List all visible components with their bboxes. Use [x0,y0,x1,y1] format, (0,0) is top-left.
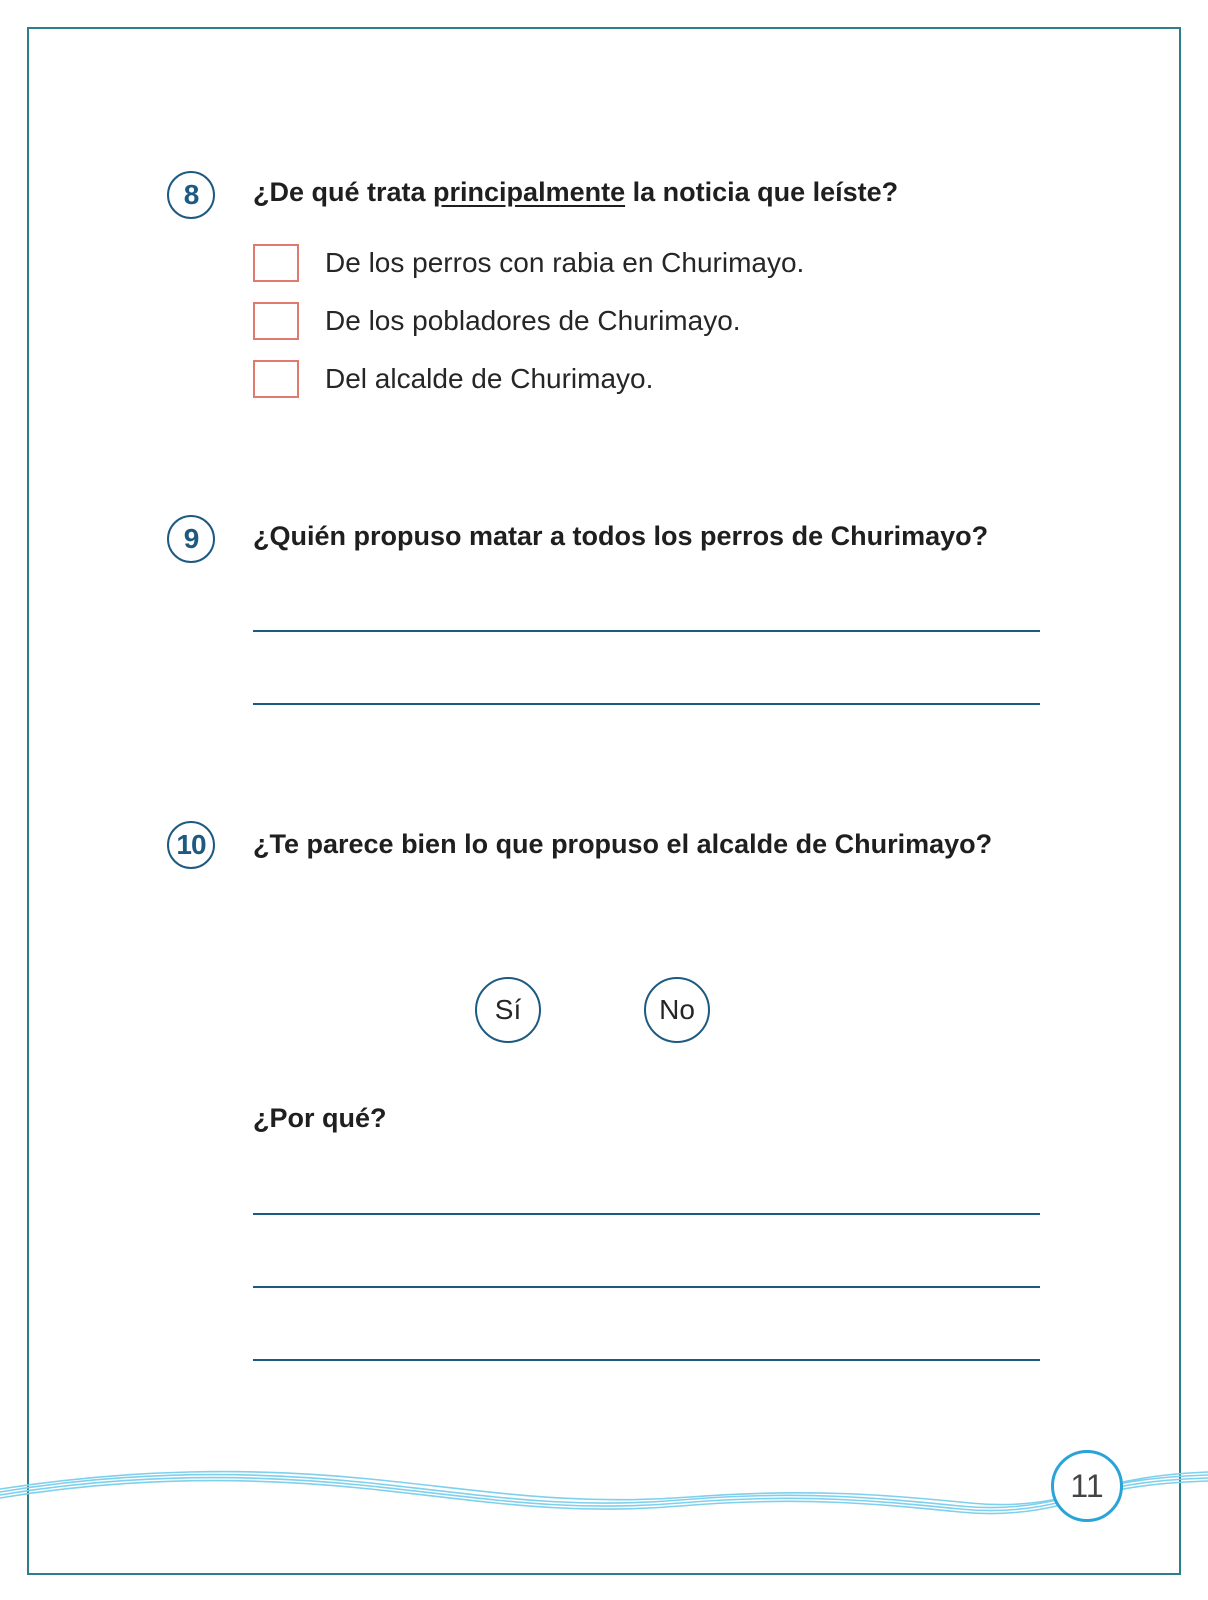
question-10-text: ¿Te parece bien lo que propuso el alcalde de Churimayo? [253,829,993,859]
question-9-number: 9 [167,515,215,563]
option-2-label: De los pobladores de Churimayo. [325,305,741,336]
option-2-checkbox[interactable] [253,302,299,340]
option-1[interactable] [253,243,804,283]
option-1-checkbox[interactable] [253,244,299,282]
question-10-number: 10 [167,821,215,869]
answer-line-why-1[interactable] [253,1213,1040,1215]
option-1-label: De los perros con rabia en Churimayo. [325,247,805,278]
decorative-wave [0,1440,1208,1520]
option-2[interactable] [253,301,741,341]
yes-option[interactable]: Sí [475,977,541,1043]
question-8-text [253,174,1040,210]
option-3-label: Del alcalde de Churimayo. [325,363,654,394]
no-option[interactable]: No [644,977,710,1043]
why-label: ¿Por qué? [253,1103,387,1133]
option-3[interactable] [253,359,653,399]
question-8-number: 8 [167,171,215,219]
answer-line-q9-2[interactable] [253,703,1040,705]
option-3-checkbox[interactable] [253,360,299,398]
question-8-text-start: ¿De qué trata [253,177,434,207]
question-8-text-end: la noticia que leíste? [625,177,899,207]
page-number: 11 [1051,1450,1123,1522]
question-8-underlined-word: principalmente [433,177,626,207]
answer-line-why-3[interactable] [253,1359,1040,1361]
answer-line-why-2[interactable] [253,1286,1040,1288]
question-9-text: ¿Quién propuso matar a todos los perros de Churimayo? [253,521,989,551]
answer-line-q9-1[interactable] [253,630,1040,632]
